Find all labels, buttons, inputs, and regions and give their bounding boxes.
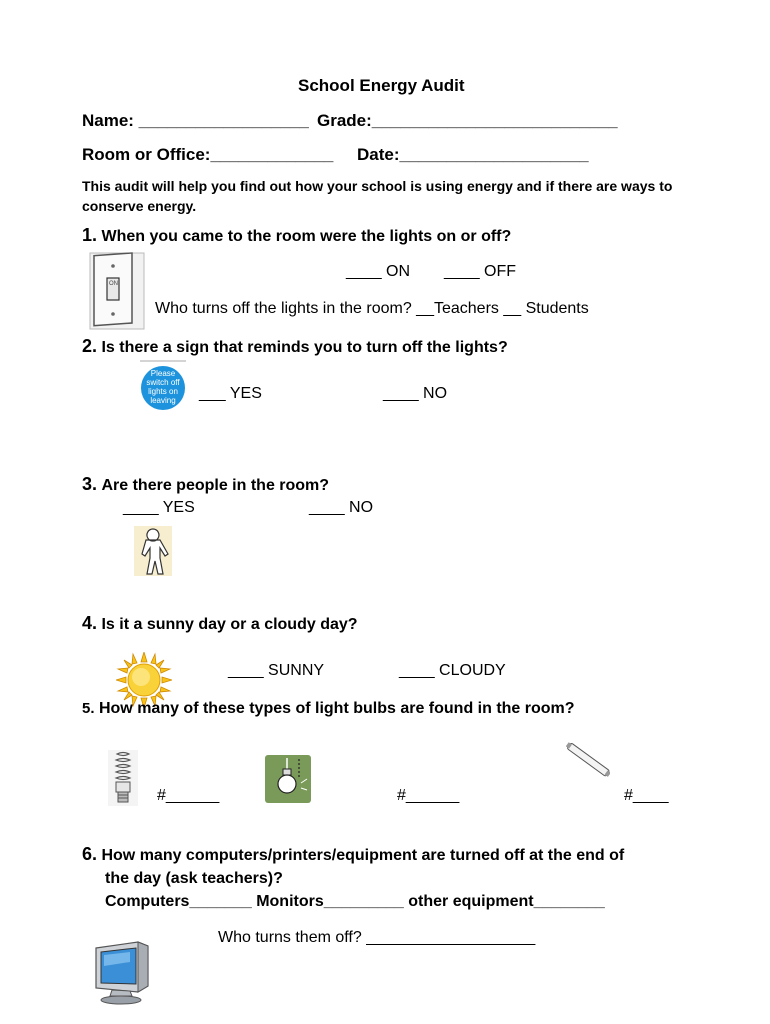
q4-sunny-option: ____ SUNNY <box>228 662 325 679</box>
room-field-label: Room or Office:_____________ <box>82 145 334 164</box>
question-text: How many of these types of light bulbs are found in the room? <box>98 700 575 717</box>
question-6 <box>82 844 624 865</box>
name-field-label: Name: __________________ <box>82 111 309 130</box>
question-text: Are there people in the room? <box>101 477 330 494</box>
q6-followup: Who turns them off? ___________________ <box>218 929 536 946</box>
q1-followup: Who turns off the lights in the room? __Teachers __ Students <box>155 300 589 317</box>
sign-line: leaving <box>150 396 176 405</box>
q1-off-option: ____ OFF <box>444 263 517 280</box>
question-text: Is it a sunny day or a cloudy day? <box>101 616 358 633</box>
question-text: When you came to the room were the lights on or off? <box>101 228 512 245</box>
question-5 <box>82 700 575 718</box>
fluorescent-tube-icon <box>566 740 610 780</box>
grade-field-label: Grade:__________________________ <box>317 111 618 130</box>
cfl-bulb-icon <box>108 750 138 806</box>
sign-line: lights on <box>148 387 178 396</box>
question-3 <box>82 474 329 495</box>
question-number: 6. <box>82 844 98 864</box>
light-switch-icon <box>89 252 145 330</box>
sign-line: Please <box>150 369 176 378</box>
question-text-continued: the day (ask teachers)? <box>105 870 283 887</box>
question-number: 3. <box>82 474 98 494</box>
date-field-label: Date:____________________ <box>357 145 589 164</box>
intro-text: This audit will help you find out how your school is using energy and if there are ways to conserve energy. <box>82 178 673 214</box>
switch-off-sign-icon <box>138 360 188 412</box>
q5-count-incandescent: #______ <box>397 787 460 804</box>
question-number: 4. <box>82 613 98 633</box>
computer-monitor-icon <box>92 940 152 1006</box>
person-outline-icon <box>134 526 172 576</box>
question-number: 2. <box>82 336 98 356</box>
q5-count-tube: #____ <box>624 787 669 804</box>
q2-no-option: ____ NO <box>383 385 448 402</box>
page-title: School Energy Audit <box>298 76 465 95</box>
question-number: 5. <box>82 700 95 717</box>
question-number: 1. <box>82 225 98 245</box>
svg-text:ON: ON <box>109 281 118 287</box>
question-1 <box>82 225 511 246</box>
sign-line: switch off <box>146 378 180 387</box>
question-text: Is there a sign that reminds you to turn off the lights? <box>101 339 508 356</box>
q2-yes-option: ___ YES <box>199 385 262 402</box>
question-4 <box>82 613 358 634</box>
question-text: How many computers/printers/equipment are turned off at the end of <box>101 847 625 864</box>
q1-on-option: ____ ON <box>346 263 411 280</box>
q3-yes-option: ____ YES <box>123 499 195 516</box>
q3-no-option: ____ NO <box>309 499 374 516</box>
incandescent-bulb-icon <box>265 755 311 803</box>
question-2 <box>82 336 508 357</box>
q5-count-cfl: #______ <box>157 787 220 804</box>
equipment-count-fields: Computers_______ Monitors_________ other equipment________ <box>105 893 605 910</box>
q4-cloudy-option: ____ CLOUDY <box>399 662 506 679</box>
